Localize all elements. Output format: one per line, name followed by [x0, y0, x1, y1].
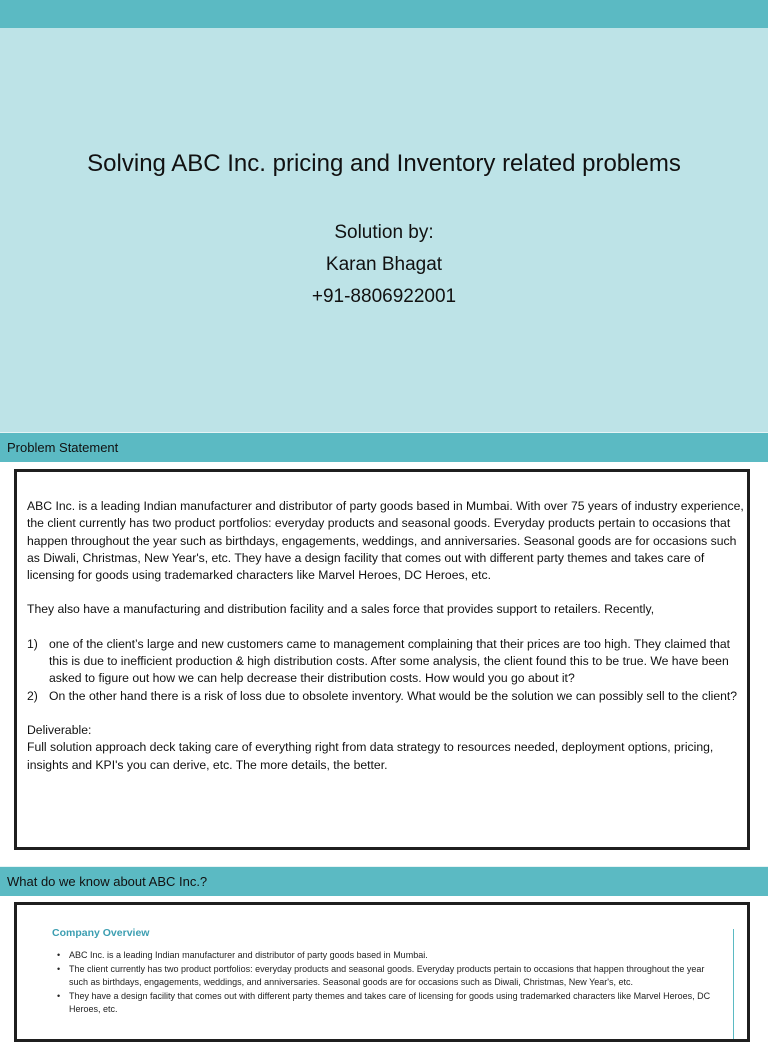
section-header-band: [0, 432, 768, 462]
company-overview-slide: [0, 864, 768, 1024]
list-item-text: one of the client’s large and new customers came to management complaining that their prices are too high. They claimed that this is due to inefficient production & high distribution costs. After some analysis, the client found this to be true. We have been asked to figure out how we can help decrease their distribution costs. How would you go about it?: [49, 636, 731, 686]
list-item: [27, 688, 747, 705]
bullet-text: The client currently has two product portfolios: everyday products and seasonal goods. Everyday products pertain to occasions that happen throughout the year such as birthdays, engagements, weddings, and anniversaries. Seasonal goods are for occasions such as Diwali, Christmas, New Year's, etc.: [69, 963, 705, 988]
list-item-number: 1): [27, 636, 38, 651]
problem-statement-slide: [0, 432, 768, 864]
problem-list: [27, 636, 747, 705]
solution-by-label: Solution by:: [334, 222, 434, 243]
presentation-title: Solving ABC Inc. pricing and Inventory related problems: [87, 150, 681, 177]
divider: [733, 929, 734, 1039]
section-header-what-we-know: What do we know about ABC Inc.?: [7, 874, 208, 889]
list-item-number: 2): [27, 688, 38, 703]
title-slide-top-bar: [0, 0, 768, 28]
title-slide: [0, 0, 768, 432]
company-overview-box: [14, 902, 750, 1042]
bullet-icon: •: [57, 963, 61, 974]
list-item: [27, 636, 747, 688]
list-item-text: On the other hand there is a risk of loss due to obsolete inventory. What would be the solution we can possibly sell to the client?: [49, 688, 738, 703]
deliverable-text: Full solution approach deck taking care of everything right from data strategy to resources needed, deployment options, pricing, insights and KPI's you can derive, etc. The more details, the better.: [27, 740, 714, 772]
list-item: [57, 949, 717, 963]
company-overview-list: [57, 949, 717, 1017]
facility-paragraph: They also have a manufacturing and distribution facility and a sales force that provides support to retailers. Recently,: [27, 602, 655, 617]
problem-statement-body: [27, 498, 747, 774]
bullet-icon: •: [57, 990, 61, 1001]
problem-statement-box: [14, 469, 750, 850]
bullet-text: ABC Inc. is a leading Indian manufacturer and distributor of party goods based in Mumbai.: [69, 950, 428, 960]
author-name: Karan Bhagat: [325, 254, 443, 275]
list-item: [57, 990, 717, 1017]
bullet-icon: •: [57, 950, 61, 960]
company-overview-title: Company Overview: [52, 927, 150, 939]
author-phone: +91-8806922001: [311, 286, 457, 307]
section-header-band: [0, 866, 768, 896]
list-item: [57, 963, 717, 990]
bullet-text: They have a design facility that comes out with different party themes and takes care of licensing for goods using trademarked characters like Marvel Heroes, DC Heroes, etc.: [69, 990, 711, 1015]
intro-paragraph: ABC Inc. is a leading Indian manufacturer and distributor of party goods based in Mumbai. With over 75 years of industry experience, the client currently has two product portfolios: everyday products and seasonal goods. Everyday products pertain to occasions that happen throughout the year such as birthdays, engagements, weddings, and anniversaries. Seasonal goods are for occasions such as Diwali, Christmas, New Year's, etc. They have a design facility that comes out with different party themes and takes care of licensing for goods using trademarked characters like Marvel Heroes, DC Heroes, etc.: [27, 499, 744, 583]
deliverable-label: Deliverable:: [27, 722, 92, 737]
section-header-problem-statement: Problem Statement: [7, 440, 119, 455]
